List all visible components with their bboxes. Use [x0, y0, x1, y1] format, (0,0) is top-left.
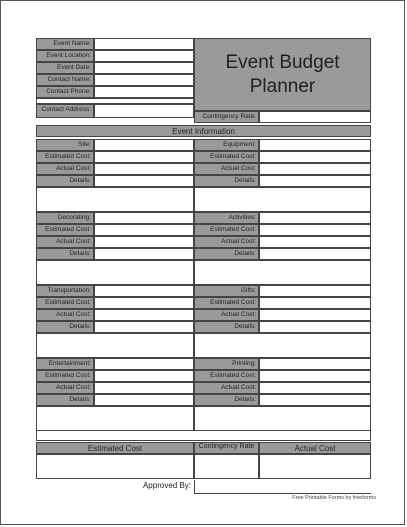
total-actual-cost-label: Actual Cost: [259, 442, 371, 454]
total-contingency-rate-label: Contingency Rate: [194, 442, 259, 454]
header-label-4: Contact Phone:: [36, 86, 94, 98]
category-4-actual-field[interactable]: [94, 309, 194, 321]
category-2-name-field[interactable]: [94, 212, 194, 224]
category-7-details-area[interactable]: [194, 406, 371, 431]
header-field-5[interactable]: [94, 104, 194, 118]
category-2-actual-label: Actual Cost:: [36, 236, 94, 248]
header-label-2: Event Date:: [36, 62, 94, 74]
category-2-estimated-field[interactable]: [94, 224, 194, 236]
category-3-estimated-label: Estimated Cost:: [194, 224, 259, 236]
category-7-actual-field[interactable]: [259, 382, 371, 394]
category-7-estimated-label: Estimated Cost:: [194, 370, 259, 382]
category-7-name-field[interactable]: [259, 358, 371, 370]
category-3-estimated-field[interactable]: [259, 224, 371, 236]
category-5-estimated-label: Estimated Cost:: [194, 297, 259, 309]
category-3-details-area[interactable]: [194, 260, 371, 285]
category-7-actual-label: Actual Cost:: [194, 382, 259, 394]
category-1-details-label: Details:: [194, 175, 259, 187]
category-4-details-label: Details:: [36, 321, 94, 333]
category-0-estimated-field[interactable]: [94, 151, 194, 163]
category-0-details-label: Details:: [36, 175, 94, 187]
category-4-estimated-label: Estimated Cost:: [36, 297, 94, 309]
total-actual-cost-field[interactable]: [259, 454, 371, 479]
category-2-details-field[interactable]: [94, 248, 194, 260]
contingency-rate-field[interactable]: [259, 111, 371, 123]
category-0-name-label: Site:: [36, 139, 94, 151]
category-1-name-label: Equipment:: [194, 139, 259, 151]
category-0-estimated-label: Estimated Cost:: [36, 151, 94, 163]
event-information-header: Event Information: [36, 125, 371, 137]
category-1-name-field[interactable]: [259, 139, 371, 151]
category-1-actual-label: Actual Cost:: [194, 163, 259, 175]
category-7-name-label: Printing:: [194, 358, 259, 370]
category-4-name-field[interactable]: [94, 285, 194, 297]
category-3-actual-field[interactable]: [259, 236, 371, 248]
category-2-details-label: Details:: [36, 248, 94, 260]
approved-by-label: Approved By:: [142, 481, 191, 490]
category-5-actual-label: Actual Cost:: [194, 309, 259, 321]
category-6-name-label: Entertainment:: [36, 358, 94, 370]
category-5-name-field[interactable]: [259, 285, 371, 297]
category-0-details-area[interactable]: [36, 187, 194, 212]
category-1-details-field[interactable]: [259, 175, 371, 187]
category-5-details-label: Details:: [194, 321, 259, 333]
contingency-rate-label: Contingency Rate:: [194, 111, 259, 123]
category-3-details-label: Details:: [194, 248, 259, 260]
category-4-estimated-field[interactable]: [94, 297, 194, 309]
header-field-3[interactable]: [94, 74, 194, 86]
category-6-estimated-field[interactable]: [94, 370, 194, 382]
header-field-1[interactable]: [94, 50, 194, 62]
category-3-details-field[interactable]: [259, 248, 371, 260]
category-2-estimated-label: Estimated Cost:: [36, 224, 94, 236]
category-3-actual-label: Actual Cost:: [194, 236, 259, 248]
total-estimated-cost-field[interactable]: [36, 454, 194, 479]
total-contingency-field[interactable]: [194, 454, 259, 479]
header-label-0: Event Name:: [36, 38, 94, 50]
category-6-details-area[interactable]: [36, 406, 194, 431]
header-field-0[interactable]: [94, 38, 194, 50]
total-estimated-cost-label: Estimated Cost: [36, 442, 194, 454]
header-label-3: Contact Name:: [36, 74, 94, 86]
category-6-actual-field[interactable]: [94, 382, 194, 394]
category-4-details-area[interactable]: [36, 333, 194, 358]
category-1-estimated-field[interactable]: [259, 151, 371, 163]
form-title: Event Budget Planner: [194, 38, 371, 111]
category-3-name-field[interactable]: [259, 212, 371, 224]
category-1-actual-field[interactable]: [259, 163, 371, 175]
category-3-name-label: Activities:: [194, 212, 259, 224]
notes-row[interactable]: [36, 430, 371, 441]
header-label-5: Contact Address:: [36, 104, 94, 118]
category-0-actual-label: Actual Cost:: [36, 163, 94, 175]
category-6-details-field[interactable]: [94, 394, 194, 406]
footer-credit: Free Printable Forms by freeforms: [292, 495, 376, 501]
category-2-actual-field[interactable]: [94, 236, 194, 248]
category-6-estimated-label: Estimated Cost:: [36, 370, 94, 382]
header-field-2[interactable]: [94, 62, 194, 74]
category-0-name-field[interactable]: [94, 139, 194, 151]
category-4-name-label: Transportation:: [36, 285, 94, 297]
category-1-details-area[interactable]: [194, 187, 371, 212]
category-0-details-field[interactable]: [94, 175, 194, 187]
category-7-details-label: Details:: [194, 394, 259, 406]
category-6-actual-label: Actual Cost:: [36, 382, 94, 394]
approved-by-field[interactable]: [194, 480, 371, 494]
category-4-details-field[interactable]: [94, 321, 194, 333]
category-2-name-label: Decorating:: [36, 212, 94, 224]
category-6-name-field[interactable]: [94, 358, 194, 370]
category-5-actual-field[interactable]: [259, 309, 371, 321]
category-5-details-area[interactable]: [194, 333, 371, 358]
header-field-4[interactable]: [94, 86, 194, 98]
category-5-name-label: Gifts:: [194, 285, 259, 297]
header-gap: [36, 98, 194, 104]
category-5-details-field[interactable]: [259, 321, 371, 333]
category-1-estimated-label: Estimated Cost:: [194, 151, 259, 163]
category-0-actual-field[interactable]: [94, 163, 194, 175]
category-5-estimated-field[interactable]: [259, 297, 371, 309]
header-label-1: Event Location:: [36, 50, 94, 62]
category-6-details-label: Details:: [36, 394, 94, 406]
category-2-details-area[interactable]: [36, 260, 194, 285]
category-4-actual-label: Actual Cost:: [36, 309, 94, 321]
category-7-details-field[interactable]: [259, 394, 371, 406]
category-7-estimated-field[interactable]: [259, 370, 371, 382]
